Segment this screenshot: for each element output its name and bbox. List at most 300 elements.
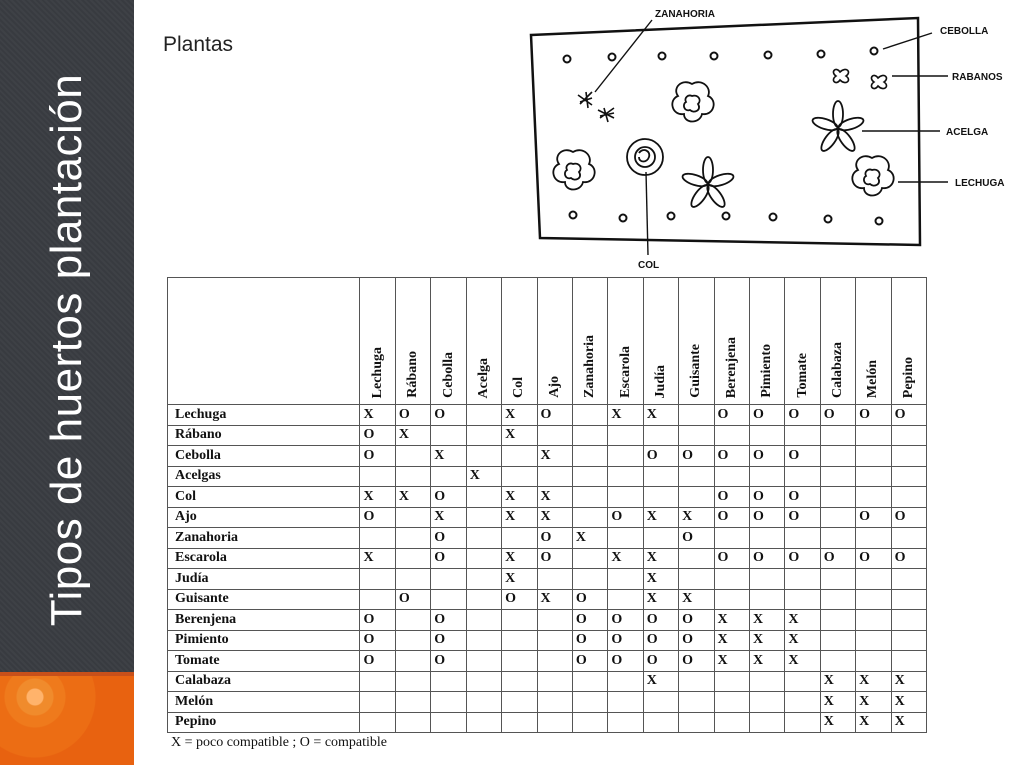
table-cell — [643, 528, 678, 549]
table-cell: X — [572, 528, 607, 549]
column-header-label: Guisante — [688, 344, 704, 398]
table-cell — [643, 466, 678, 487]
table-row — [168, 446, 927, 467]
table-cell: O — [360, 425, 395, 446]
column-header — [502, 278, 537, 405]
compatibility-table — [167, 277, 927, 733]
table-row — [168, 651, 927, 672]
table-cell: O — [785, 548, 820, 569]
table-cell: X — [643, 548, 678, 569]
table-cell — [749, 569, 784, 590]
table-cell: O — [572, 610, 607, 631]
label-zanahoria: ZANAHORIA — [655, 9, 715, 20]
table-cell — [856, 630, 891, 651]
table-cell — [360, 692, 395, 713]
table-cell — [643, 712, 678, 733]
table-cell: O — [749, 548, 784, 569]
table-row — [168, 589, 927, 610]
column-header-label: Tomate — [794, 353, 810, 398]
table-cell — [891, 446, 926, 467]
table-cell — [537, 651, 572, 672]
column-header-label: Acelga — [475, 357, 491, 398]
table-cell: X — [714, 630, 749, 651]
table-cell: X — [537, 589, 572, 610]
table-cell — [679, 466, 714, 487]
table-cell: X — [395, 425, 430, 446]
table-cell: O — [856, 548, 891, 569]
table-cell: O — [360, 610, 395, 631]
table-cell — [820, 569, 855, 590]
table-cell — [608, 446, 643, 467]
row-header: Berenjena — [168, 610, 360, 631]
table-cell — [679, 405, 714, 426]
table-cell — [395, 712, 430, 733]
table-cell — [856, 610, 891, 631]
sidebar-title: Tipos de huertos plantación — [42, 73, 91, 627]
table-row — [168, 487, 927, 508]
column-header-label: Zanahoria — [582, 334, 598, 398]
table-cell — [360, 712, 395, 733]
table-cell — [820, 630, 855, 651]
table-cell — [714, 589, 749, 610]
table-cell — [820, 507, 855, 528]
table-cell — [891, 651, 926, 672]
table-row — [168, 569, 927, 590]
table-cell — [466, 446, 501, 467]
column-header — [608, 278, 643, 405]
table-cell: O — [360, 630, 395, 651]
table-cell — [572, 569, 607, 590]
table-cell — [856, 528, 891, 549]
label-lechuga: LECHUGA — [955, 178, 1005, 189]
cabbage-plant — [627, 139, 663, 175]
table-cell: O — [431, 610, 466, 631]
table-cell: O — [537, 528, 572, 549]
table-cell — [395, 528, 430, 549]
table-cell — [572, 692, 607, 713]
table-cell: X — [856, 712, 891, 733]
table-cell: O — [431, 651, 466, 672]
table-cell — [537, 671, 572, 692]
table-cell: X — [679, 589, 714, 610]
column-header — [431, 278, 466, 405]
table-cell: X — [466, 466, 501, 487]
table-cell — [785, 466, 820, 487]
table-cell — [466, 405, 501, 426]
table-cell — [502, 651, 537, 672]
table-corner — [168, 278, 360, 405]
table-cell — [537, 466, 572, 487]
table-cell: O — [820, 548, 855, 569]
table-cell: O — [431, 630, 466, 651]
table-cell — [395, 569, 430, 590]
row-header: Guisante — [168, 589, 360, 610]
table-cell — [749, 589, 784, 610]
table-cell: O — [643, 610, 678, 631]
table-cell: O — [608, 651, 643, 672]
column-header — [360, 278, 395, 405]
table-cell — [466, 569, 501, 590]
table-cell — [537, 425, 572, 446]
table-row — [168, 405, 927, 426]
table-cell — [679, 692, 714, 713]
garden-diagram — [500, 0, 1020, 270]
table-cell — [466, 589, 501, 610]
table-cell — [431, 692, 466, 713]
table-cell — [856, 446, 891, 467]
table-cell — [466, 487, 501, 508]
table-row — [168, 507, 927, 528]
table-cell — [502, 446, 537, 467]
column-header — [714, 278, 749, 405]
table-cell — [785, 425, 820, 446]
column-header-label: Cebolla — [440, 352, 456, 398]
row-header: Judía — [168, 569, 360, 590]
table-cell — [360, 589, 395, 610]
table-cell — [502, 466, 537, 487]
table-cell: O — [679, 610, 714, 631]
table-cell: O — [395, 589, 430, 610]
table-cell: X — [643, 405, 678, 426]
table-cell — [466, 712, 501, 733]
table-cell — [891, 487, 926, 508]
table-cell: O — [714, 405, 749, 426]
table-cell: X — [502, 507, 537, 528]
table-cell: O — [679, 651, 714, 672]
table-cell: X — [891, 692, 926, 713]
table-cell — [466, 671, 501, 692]
table-cell: X — [643, 569, 678, 590]
table-cell — [537, 610, 572, 631]
table-cell — [679, 425, 714, 446]
table-cell: O — [820, 405, 855, 426]
table-cell: O — [643, 446, 678, 467]
table-cell: O — [360, 507, 395, 528]
table-cell: O — [749, 487, 784, 508]
column-header-label: Pimiento — [759, 344, 775, 398]
table-cell: O — [572, 589, 607, 610]
table-cell — [714, 425, 749, 446]
row-header: Pepino — [168, 712, 360, 733]
row-header: Tomate — [168, 651, 360, 672]
table-row — [168, 712, 927, 733]
table-cell — [395, 507, 430, 528]
table-cell — [431, 569, 466, 590]
table-cell — [820, 589, 855, 610]
table-cell — [466, 507, 501, 528]
table-cell — [714, 569, 749, 590]
table-cell — [643, 692, 678, 713]
table-cell: O — [643, 630, 678, 651]
table-cell — [856, 589, 891, 610]
table-cell — [608, 692, 643, 713]
table-cell — [856, 487, 891, 508]
table-cell — [891, 466, 926, 487]
table-cell — [395, 548, 430, 569]
table-cell — [466, 548, 501, 569]
table-cell: O — [360, 651, 395, 672]
table-cell: X — [714, 610, 749, 631]
table-cell — [679, 712, 714, 733]
table-cell: O — [608, 610, 643, 631]
table-cell — [537, 630, 572, 651]
row-header: Zanahoria — [168, 528, 360, 549]
column-header-label: Escarola — [617, 346, 633, 398]
table-cell — [714, 712, 749, 733]
table-cell: X — [537, 507, 572, 528]
column-header-label: Calabaza — [829, 342, 845, 398]
column-header — [466, 278, 501, 405]
table-cell — [749, 425, 784, 446]
table-cell — [537, 712, 572, 733]
table-row — [168, 671, 927, 692]
column-header-label: Berenjena — [723, 336, 739, 398]
table-cell — [820, 651, 855, 672]
table-cell — [785, 692, 820, 713]
table-cell: O — [856, 405, 891, 426]
table-row — [168, 528, 927, 549]
table-cell: X — [431, 507, 466, 528]
table-cell — [466, 692, 501, 713]
table-cell: O — [714, 548, 749, 569]
column-header-label: Judía — [652, 364, 668, 398]
table-cell: X — [891, 712, 926, 733]
row-header: Pimiento — [168, 630, 360, 651]
column-header-label: Rábano — [405, 351, 421, 398]
table-cell — [572, 507, 607, 528]
table-cell — [431, 671, 466, 692]
table-cell — [360, 528, 395, 549]
table-cell: X — [820, 692, 855, 713]
table-cell: X — [608, 405, 643, 426]
table-cell: O — [891, 405, 926, 426]
table-cell: O — [431, 487, 466, 508]
table-cell: O — [537, 548, 572, 569]
table-cell — [679, 487, 714, 508]
table-cell — [466, 425, 501, 446]
table-cell — [856, 425, 891, 446]
table-cell — [608, 589, 643, 610]
table-cell: X — [785, 610, 820, 631]
row-header: Lechuga — [168, 405, 360, 426]
table-cell: X — [360, 405, 395, 426]
table-cell: O — [891, 507, 926, 528]
table-cell — [714, 692, 749, 713]
table-cell: O — [502, 589, 537, 610]
table-cell — [891, 630, 926, 651]
table-cell — [572, 548, 607, 569]
table-cell: X — [608, 548, 643, 569]
table-cell — [466, 528, 501, 549]
table-cell: O — [572, 651, 607, 672]
table-cell — [820, 425, 855, 446]
table-cell — [785, 528, 820, 549]
table-cell: O — [714, 487, 749, 508]
table-cell — [856, 569, 891, 590]
row-header: Calabaza — [168, 671, 360, 692]
table-cell — [502, 610, 537, 631]
table-cell — [431, 466, 466, 487]
table-cell: O — [856, 507, 891, 528]
table-cell: O — [714, 446, 749, 467]
table-cell: O — [360, 446, 395, 467]
table-cell — [537, 569, 572, 590]
carrot-plants — [578, 92, 614, 122]
table-cell — [679, 671, 714, 692]
sidebar — [0, 0, 134, 765]
table-cell — [891, 425, 926, 446]
row-header: Acelgas — [168, 466, 360, 487]
table-cell: O — [679, 446, 714, 467]
table-cell: X — [502, 405, 537, 426]
table-cell: X — [749, 651, 784, 672]
table-cell — [891, 569, 926, 590]
table-cell — [749, 671, 784, 692]
table-cell — [608, 528, 643, 549]
table-cell — [395, 466, 430, 487]
column-header — [891, 278, 926, 405]
table-cell: O — [749, 446, 784, 467]
row-header: Ajo — [168, 507, 360, 528]
table-cell: X — [820, 671, 855, 692]
table-cell — [395, 446, 430, 467]
table-cell — [572, 487, 607, 508]
row-header: Rábano — [168, 425, 360, 446]
radish-plants — [833, 69, 886, 88]
table-cell: O — [714, 507, 749, 528]
table-cell — [608, 569, 643, 590]
label-rabanos: RABANOS — [952, 72, 1003, 83]
table-legend: X = poco compatible ; O = compatible — [171, 735, 388, 750]
label-col: COL — [638, 260, 660, 270]
table-cell — [572, 671, 607, 692]
table-body — [168, 405, 927, 733]
table-cell: X — [502, 569, 537, 590]
column-header — [785, 278, 820, 405]
table-cell — [785, 569, 820, 590]
table-cell — [431, 712, 466, 733]
table-cell: X — [643, 671, 678, 692]
table-cell: X — [749, 630, 784, 651]
column-header — [395, 278, 430, 405]
table-cell — [714, 528, 749, 549]
table-cell — [820, 487, 855, 508]
table-cell: X — [643, 589, 678, 610]
table-cell: O — [785, 487, 820, 508]
table-cell — [856, 466, 891, 487]
table-cell — [360, 466, 395, 487]
table-cell — [431, 589, 466, 610]
table-cell: O — [431, 548, 466, 569]
table-cell — [749, 466, 784, 487]
table-row — [168, 630, 927, 651]
table-cell — [572, 466, 607, 487]
table-cell — [856, 651, 891, 672]
table-cell — [679, 569, 714, 590]
table-cell — [395, 651, 430, 672]
table-cell: O — [608, 630, 643, 651]
table-cell: X — [643, 507, 678, 528]
table-cell: O — [572, 630, 607, 651]
table-cell — [608, 712, 643, 733]
table-cell: O — [395, 405, 430, 426]
table-row — [168, 548, 927, 569]
table-cell — [395, 610, 430, 631]
table-cell — [537, 692, 572, 713]
column-header-label: Lechuga — [369, 346, 385, 398]
table-cell — [608, 466, 643, 487]
lettuce-plants — [553, 82, 893, 195]
table-cell — [820, 528, 855, 549]
table-cell: X — [714, 651, 749, 672]
table-cell — [820, 610, 855, 631]
table-cell — [749, 528, 784, 549]
decorative-orange-block — [0, 672, 134, 765]
table-cell — [360, 671, 395, 692]
table-cell: X — [537, 446, 572, 467]
table-cell: O — [785, 507, 820, 528]
table-cell: O — [891, 548, 926, 569]
table-cell — [502, 692, 537, 713]
table-cell — [714, 671, 749, 692]
table-cell — [466, 630, 501, 651]
table-cell: X — [679, 507, 714, 528]
table-cell: O — [749, 507, 784, 528]
column-header-label: Pepino — [900, 356, 916, 398]
table-cell: X — [749, 610, 784, 631]
table-cell: O — [643, 651, 678, 672]
table-cell: X — [785, 630, 820, 651]
garden-bed-outline — [531, 18, 920, 245]
table-cell — [749, 712, 784, 733]
column-header — [749, 278, 784, 405]
row-header: Cebolla — [168, 446, 360, 467]
table-cell: X — [431, 446, 466, 467]
table-cell: X — [502, 425, 537, 446]
table-cell: X — [785, 651, 820, 672]
table-cell: O — [679, 528, 714, 549]
table-cell — [395, 630, 430, 651]
table-cell: X — [537, 487, 572, 508]
table-cell — [466, 651, 501, 672]
table-cell: O — [431, 405, 466, 426]
table-cell: X — [891, 671, 926, 692]
row-header: Escarola — [168, 548, 360, 569]
table-cell — [891, 589, 926, 610]
table-cell: O — [431, 528, 466, 549]
table-cell — [643, 425, 678, 446]
chard-plants — [681, 101, 865, 209]
header-row — [168, 278, 927, 405]
table-cell — [608, 425, 643, 446]
table-cell — [785, 589, 820, 610]
table-row — [168, 466, 927, 487]
column-header-label: Melón — [865, 359, 881, 398]
table-cell: X — [502, 548, 537, 569]
table-cell: X — [360, 487, 395, 508]
table-row — [168, 610, 927, 631]
table-cell — [431, 425, 466, 446]
column-header-label: Ajo — [546, 376, 562, 398]
page-title: Plantas — [163, 33, 234, 56]
column-header-label: Col — [511, 377, 527, 398]
table-cell — [572, 712, 607, 733]
table-cell — [749, 692, 784, 713]
table-cell — [466, 610, 501, 631]
table-cell — [572, 425, 607, 446]
table-cell — [643, 487, 678, 508]
table-cell: X — [502, 487, 537, 508]
